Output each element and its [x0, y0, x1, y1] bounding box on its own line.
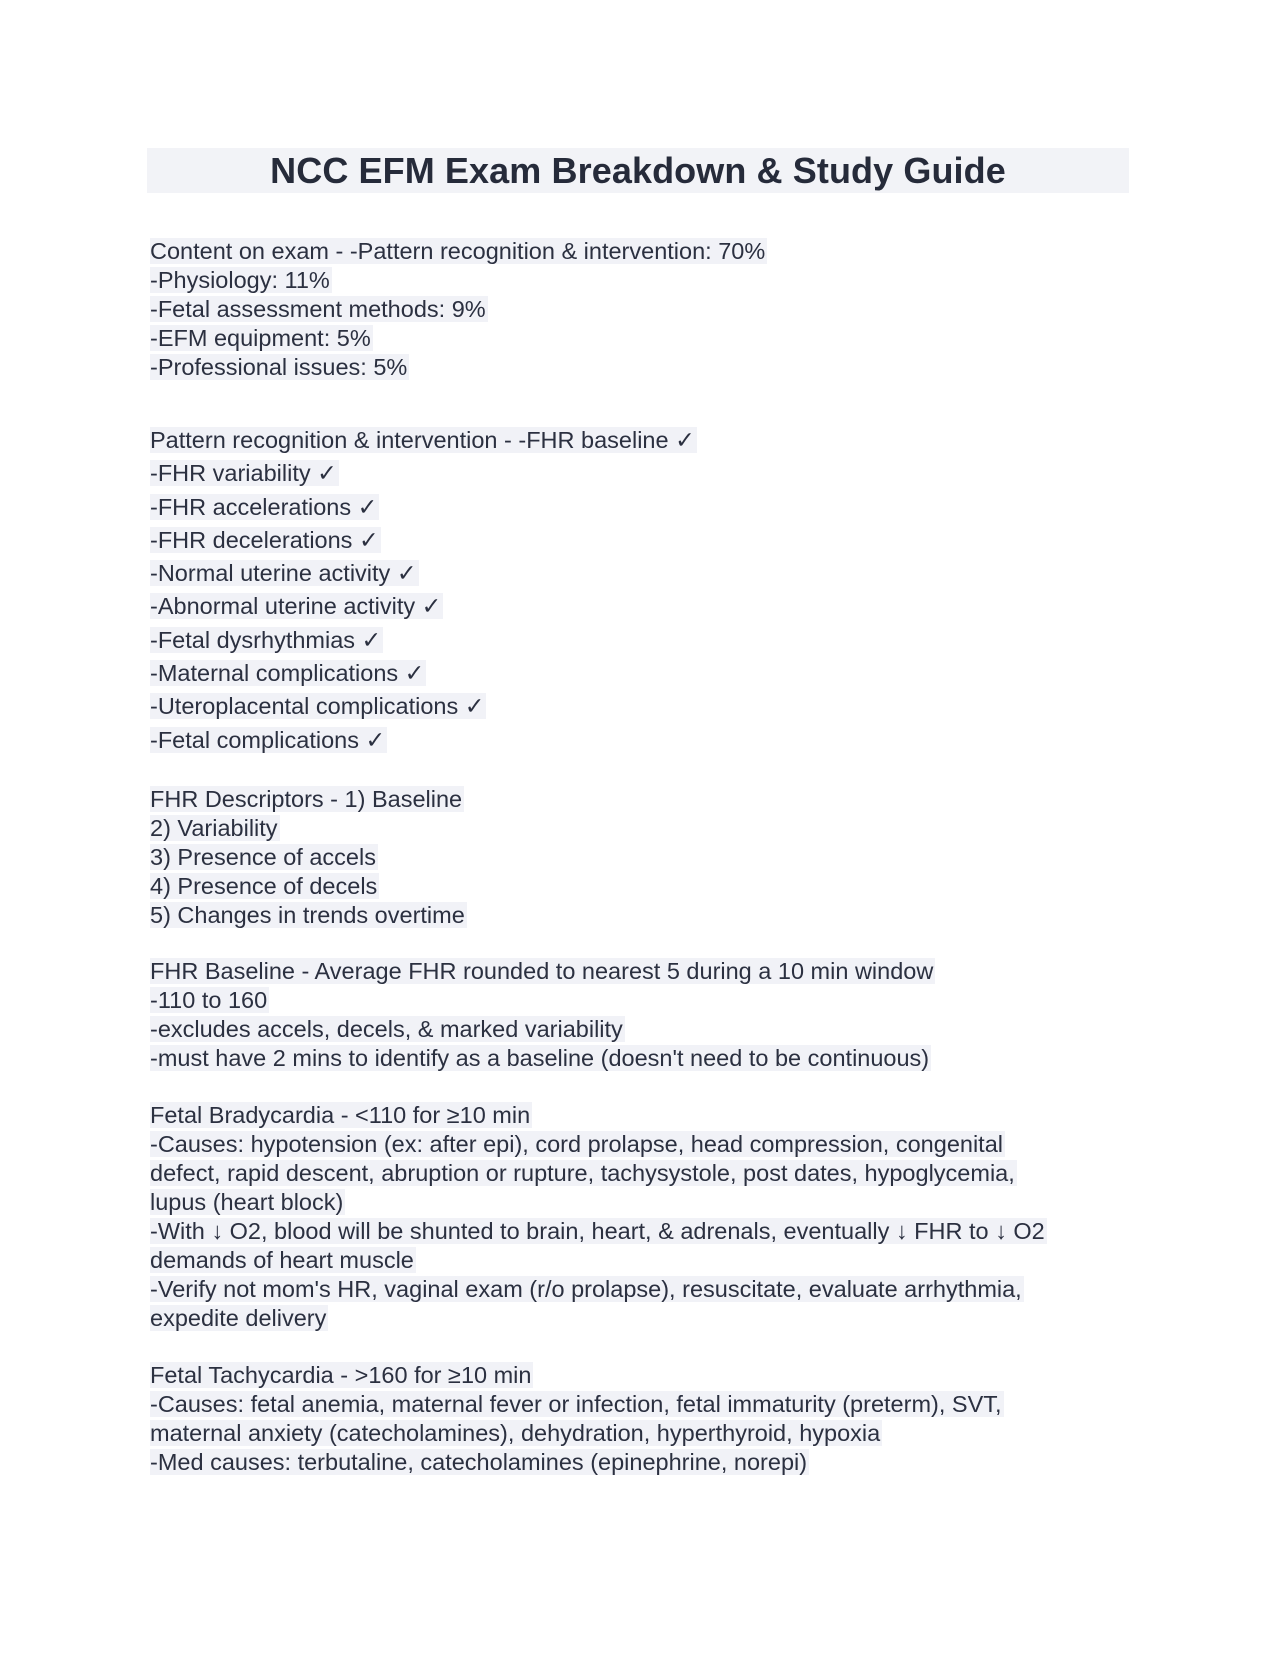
text-line: -excludes accels, decels, & marked variability: [150, 1016, 623, 1042]
text-line: lupus (heart block): [150, 1189, 344, 1215]
text-line: maternal anxiety (catecholamines), dehydration, hyperthyroid, hypoxia: [150, 1420, 881, 1446]
checklist-item: -Maternal complications ✓: [150, 660, 425, 687]
text-line: -Fetal assessment methods: 9%: [150, 296, 486, 322]
text-line: -Verify not mom's HR, vaginal exam (r/o prolapse), resuscitate, evaluate arrhythmia,: [150, 1276, 1022, 1302]
text-line: -Causes: hypotension (ex: after epi), cord prolapse, head compression, congenital: [150, 1131, 1003, 1157]
checklist-item: -FHR accelerations ✓: [150, 493, 378, 520]
section-fetal-bradycardia: [150, 1101, 1150, 1333]
text-line: Fetal Bradycardia - <110 for ≥10 min: [150, 1102, 531, 1128]
text-line: defect, rapid descent, abruption or rupture, tachysystole, post dates, hypoglycemia,: [150, 1160, 1015, 1186]
section-content-on-exam: [150, 237, 1150, 382]
text-line: -EFM equipment: 5%: [150, 325, 371, 351]
checklist-item: -Fetal complications ✓: [150, 726, 386, 753]
text-line: 5) Changes in trends overtime: [150, 902, 465, 928]
text-line: 2) Variability: [150, 815, 278, 841]
checklist-item: -FHR variability ✓: [150, 460, 337, 487]
section-fetal-tachycardia: [150, 1361, 1150, 1477]
checklist-item: Pattern recognition & intervention - -FHR baseline ✓: [150, 427, 695, 453]
checklist-item: -Uteroplacental complications ✓: [150, 693, 485, 720]
text-line: -must have 2 mins to identify as a baseline (doesn't need to be continuous): [150, 1045, 930, 1071]
text-line: Content on exam - -Pattern recognition & intervention: 70%: [150, 238, 766, 264]
section-pattern-recognition: [150, 424, 1150, 757]
section-fhr-baseline: [150, 957, 1150, 1073]
text-line: -Professional issues: 5%: [150, 354, 408, 380]
title-bar: [147, 148, 1129, 193]
document-title: NCC EFM Exam Breakdown & Study Guide: [270, 149, 1006, 191]
text-line: FHR Descriptors - 1) Baseline: [150, 786, 463, 812]
text-line: -Med causes: terbutaline, catecholamines (epinephrine, norepi): [150, 1449, 808, 1475]
text-line: FHR Baseline - Average FHR rounded to nearest 5 during a 10 min window: [150, 958, 934, 984]
text-line: 3) Presence of accels: [150, 844, 376, 870]
text-line: 4) Presence of decels: [150, 873, 378, 899]
text-line: Fetal Tachycardia - >160 for ≥10 min: [150, 1362, 532, 1388]
checklist-item: -Fetal dysrhythmias ✓: [150, 626, 382, 653]
text-line: -110 to 160: [150, 987, 268, 1013]
section-fhr-descriptors: [150, 785, 1150, 930]
checklist-item: -Abnormal uterine activity ✓: [150, 593, 442, 620]
checklist-item: -Normal uterine activity ✓: [150, 560, 417, 587]
text-line: demands of heart muscle: [150, 1247, 414, 1273]
text-line: -Physiology: 11%: [150, 267, 330, 293]
checklist-item: -FHR decelerations ✓: [150, 526, 379, 553]
text-line: -With ↓ O2, blood will be shunted to brain, heart, & adrenals, eventually ↓ FHR to ↓ O2: [150, 1218, 1045, 1244]
text-line: expedite delivery: [150, 1305, 327, 1331]
text-line: -Causes: fetal anemia, maternal fever or infection, fetal immaturity (preterm), SVT,: [150, 1391, 1002, 1417]
